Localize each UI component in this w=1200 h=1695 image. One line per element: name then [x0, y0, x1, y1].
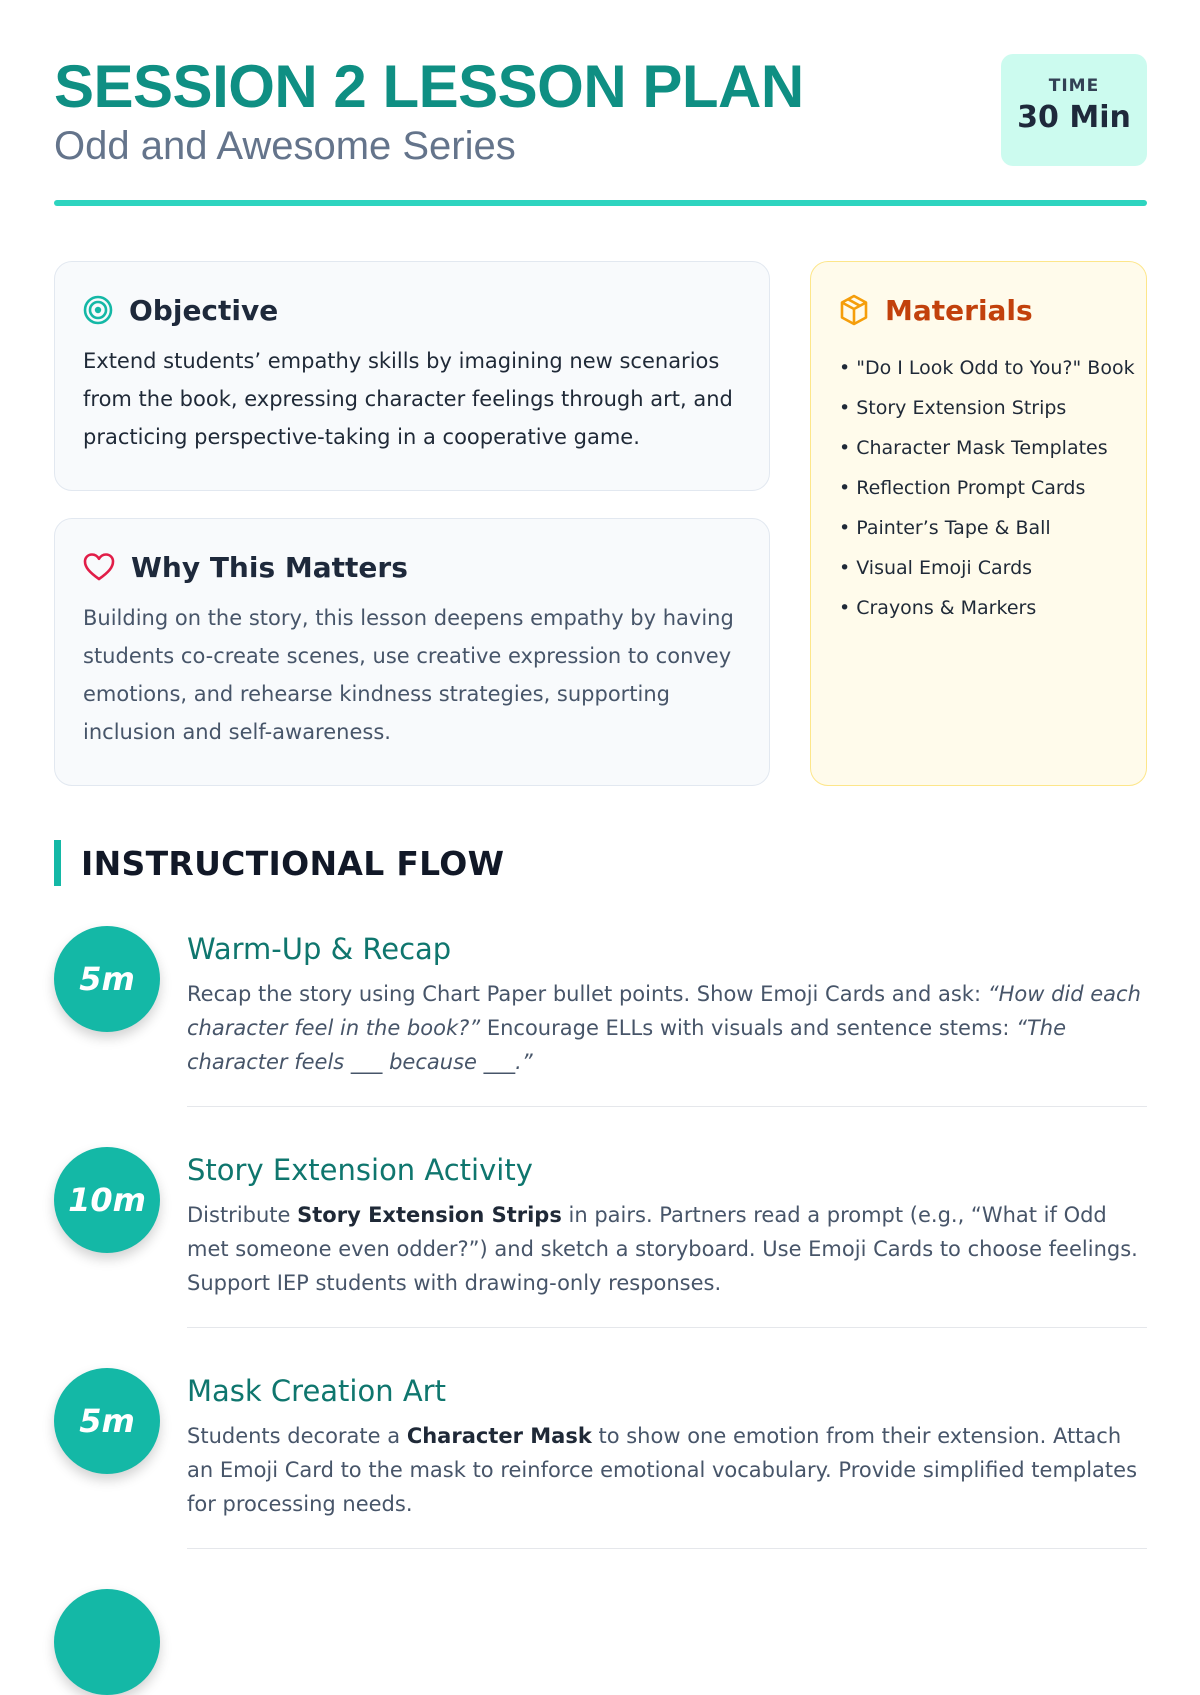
page-title: SESSION 2 LESSON PLAN — [54, 53, 804, 120]
duration-badge: 5m — [54, 1368, 160, 1474]
time-value: 30 Min — [1017, 100, 1131, 135]
materials-item: • Story Extension Strips — [839, 388, 1118, 428]
materials-item: • "Do I Look Odd to You?" Book — [839, 348, 1118, 388]
materials-list — [839, 348, 1135, 628]
step-quote: “How did each character feel in the book?” — [187, 982, 1141, 1040]
step-text-part: Encourage ELLs with visuals and sentence stems: — [480, 1016, 1017, 1040]
lesson-plan-page — [54, 0, 1147, 1516]
target-icon — [83, 295, 113, 325]
section-title: INSTRUCTIONAL FLOW — [81, 843, 505, 883]
materials-item: • Reflection Prompt Cards — [839, 468, 1118, 508]
step-text-part: to show one emotion from their extension. Attach an Emoji Card to the mask to reinforce emotional vocabulary. Provide simplified templates for processing needs. — [187, 1424, 1138, 1516]
materials-title: Materials — [885, 293, 1033, 327]
step-bold-term: Story Extension Strips — [297, 1203, 562, 1227]
step-quote: “The character feels ___ because ___.” — [187, 1016, 1067, 1074]
time-badge — [1001, 54, 1147, 166]
objective-text: Extend students’ empathy skills by imagining new scenarios from the book, expressing character feelings through art, and practicing perspective-taking in a cooperative game. — [83, 349, 733, 449]
step-description — [187, 1419, 1147, 1521]
step-text-part: Students decorate a — [187, 1424, 407, 1448]
step-description — [187, 977, 1147, 1079]
why-text: Building on the story, this lesson deepens empathy by having students co-create scenes, use creative expression to convey emotions, and rehearse kindness strategies, supporting inclusion and self-awareness. — [83, 606, 734, 744]
duration-badge: 10m — [54, 1147, 160, 1253]
objective-card — [54, 261, 770, 491]
step-title: Warm-Up & Recap — [187, 932, 452, 966]
materials-item: • Painter’s Tape & Ball — [839, 508, 1118, 548]
why-title: Why This Matters — [131, 550, 408, 584]
step-divider — [187, 1327, 1147, 1328]
materials-card — [810, 261, 1147, 786]
materials-item: • Character Mask Templates — [839, 428, 1118, 468]
step-text-part: Distribute — [187, 1203, 298, 1227]
box-icon — [839, 294, 869, 326]
duration-badge: 5m — [54, 926, 160, 1032]
header-divider — [54, 200, 1147, 206]
header — [54, 0, 1147, 206]
step-title: Mask Creation Art — [187, 1374, 446, 1408]
duration-badge — [54, 1589, 160, 1695]
step-description — [187, 1198, 1147, 1300]
step-text-part: Recap the story using Chart Paper bullet points. Show Emoji Cards and ask: — [187, 982, 988, 1006]
time-label: TIME — [1048, 76, 1100, 96]
instructional-flow-heading — [54, 840, 504, 886]
objective-title: Objective — [129, 293, 279, 327]
page-subtitle: Odd and Awesome Series — [54, 124, 516, 168]
step-divider — [187, 1106, 1147, 1107]
materials-item: • Visual Emoji Cards — [839, 548, 1118, 588]
step-divider — [187, 1548, 1147, 1549]
step-text-part: in pairs. Partners read a prompt (e.g., “What if Odd met someone even odder?”) and sketch a storyboard. Use Emoji Cards to choose feelings. Support IEP students with drawing-only responses. — [187, 1203, 1138, 1295]
materials-item: • Crayons & Markers — [839, 588, 1118, 628]
heart-icon — [83, 552, 115, 582]
step-bold-term: Character Mask — [406, 1424, 592, 1448]
why-card — [54, 518, 770, 786]
step-title: Story Extension Activity — [187, 1153, 533, 1187]
